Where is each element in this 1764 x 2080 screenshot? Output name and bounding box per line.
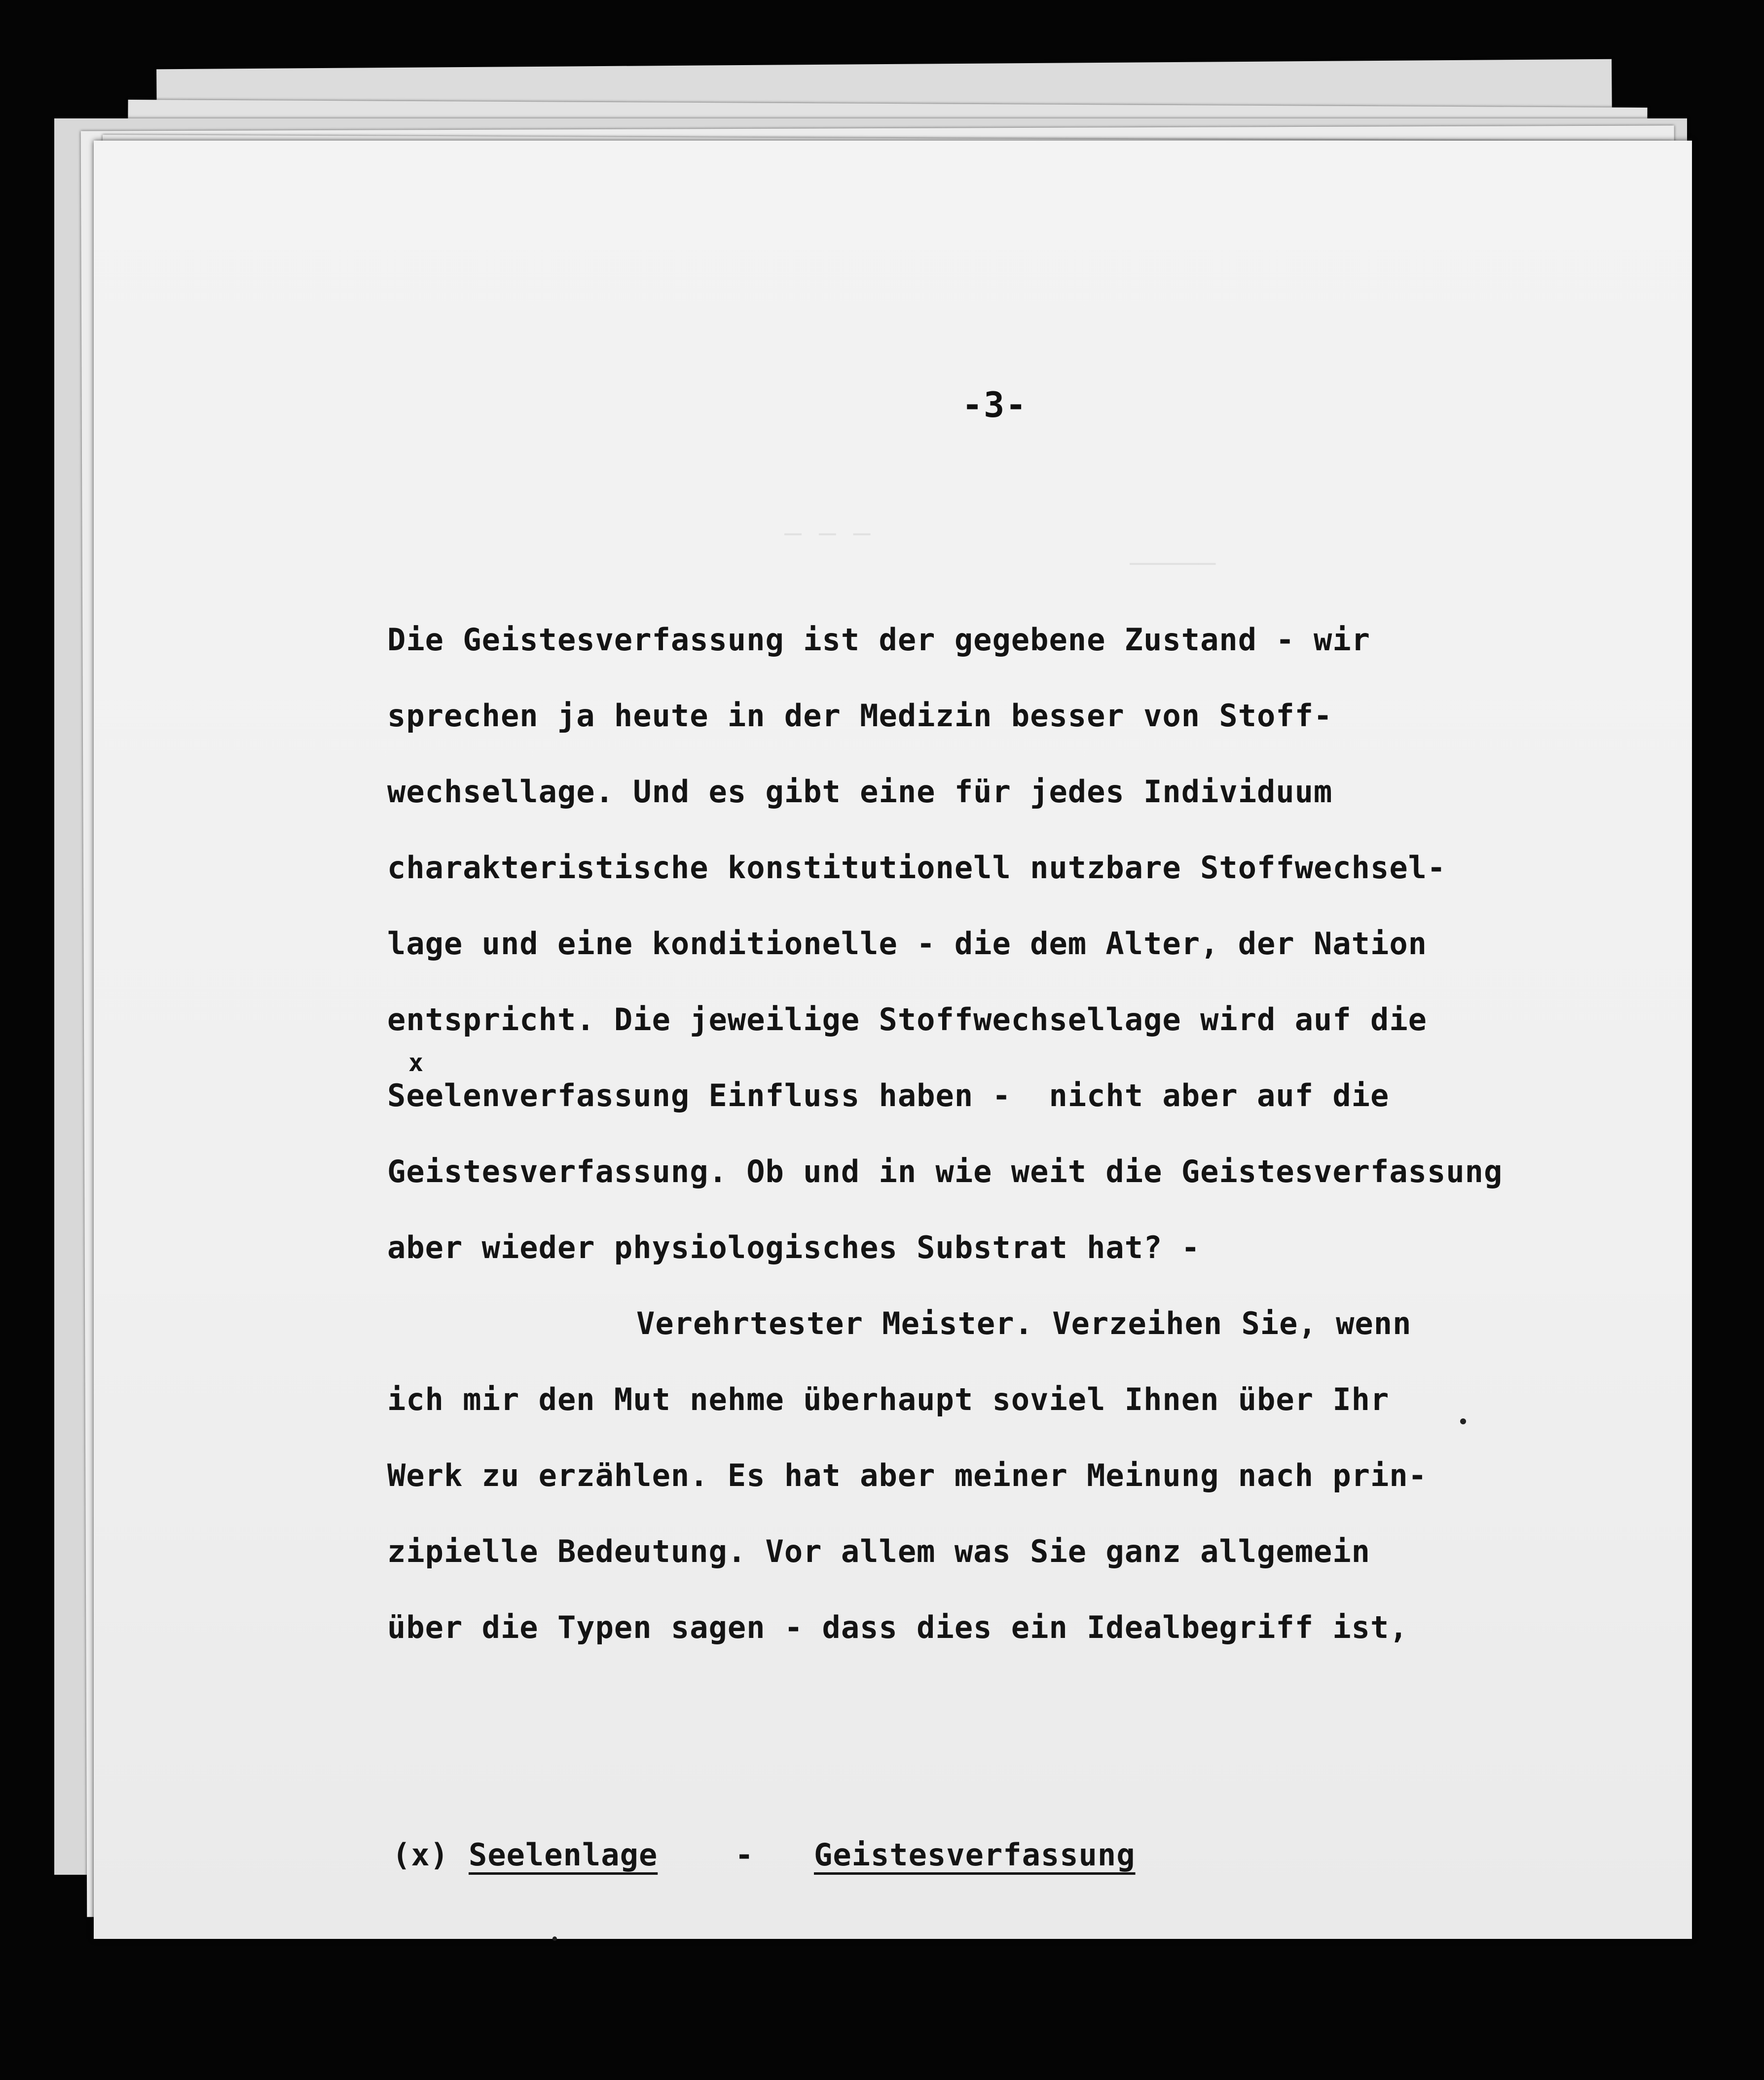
text-line: wechsellage. Und es gibt eine für jedes Individuum (387, 774, 1333, 810)
bleed-through: ――――― (1130, 545, 1216, 579)
text-line: Seelenverfassung Einfluss haben - nicht aber auf die (387, 1077, 1390, 1114)
text-line: Die Geistesverfassung ist der gegebene Zustand - wir (387, 622, 1371, 658)
footnote-term-geistesverfassung: Geistesverfassung (814, 1837, 1136, 1873)
footnote-term-seelenlage: Seelenlage (469, 1837, 658, 1873)
text-line: ich mir den Mut nehme überhaupt soviel Ihnen über Ihr (387, 1381, 1390, 1417)
text-line: Geistesverfassung. Ob und in wie weit die Geistesverfassung (387, 1153, 1503, 1189)
text-line: Werk zu erzählen. Es hat aber meiner Meinung nach prin- (387, 1457, 1427, 1493)
typed-page (94, 141, 1692, 1939)
text-line: über die Typen sagen - dass dies ein Idealbegriff ist, (387, 1609, 1408, 1645)
text-line: aber wieder physiologisches Substrat hat? - (387, 1229, 1201, 1265)
footnote-dash: - (735, 1837, 754, 1873)
footnote-reference-mark: x (408, 1048, 424, 1077)
text-line: entspricht. Die jeweilige Stoffwechsellage wird auf die (387, 1002, 1427, 1038)
text-line: charakteristische konstitutionell nutzbare Stoffwechsel- (387, 850, 1446, 886)
page-number: -3- (962, 385, 1028, 425)
footnote-marker: (x) (392, 1837, 449, 1873)
bleed-through: ― ― ― (784, 516, 871, 549)
text-line: Verehrtester Meister. Verzeihen Sie, wenn (636, 1305, 1412, 1341)
text-line: lage und eine konditionelle - die dem Alter, der Nation (387, 926, 1427, 962)
ink-speck (552, 1936, 557, 1941)
text-line: zipielle Bedeutung. Vor allem was Sie ganz allgemein (387, 1533, 1371, 1569)
text-line: sprechen ja heute in der Medizin besser von Stoff- (387, 698, 1333, 734)
footnote (392, 1837, 1136, 2053)
body-text (387, 615, 1620, 1679)
